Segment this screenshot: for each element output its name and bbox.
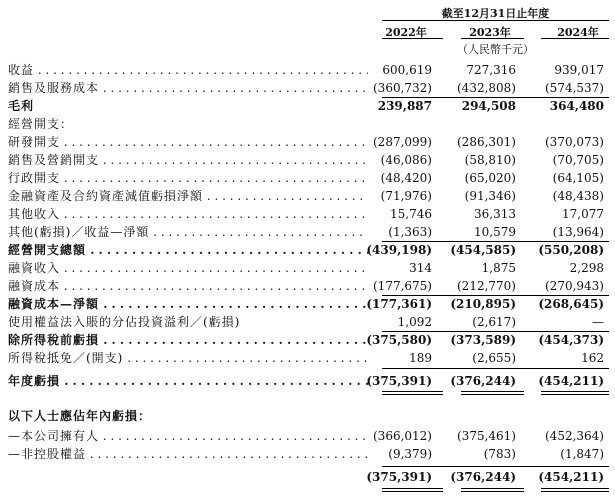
value-2024: 2,298 <box>569 261 604 275</box>
row-label: 以下人士應佔年內虧損： <box>8 409 152 423</box>
total-double-rule <box>461 391 524 395</box>
value-2024: (1,847) <box>560 447 604 461</box>
value-2024: (452,364) <box>545 429 604 443</box>
table-row <box>0 427 615 445</box>
value-2024: (270,943) <box>545 279 604 293</box>
total-double-rule <box>541 391 609 395</box>
row-label: 年度虧損 . . . <box>8 372 368 390</box>
value-2023: (286,301) <box>457 135 516 149</box>
value-2023: (783) <box>483 447 516 461</box>
table-row <box>0 241 615 259</box>
year-header-2022: 2022年 <box>385 26 427 39</box>
table-row <box>0 187 615 205</box>
value-2024: 364,480 <box>549 99 604 113</box>
value-2024: (574,537) <box>545 81 604 95</box>
table-row <box>0 468 615 486</box>
section-heading-row <box>0 115 615 133</box>
value-2022: 239,887 <box>377 99 432 113</box>
row-label: 所得稅抵免／(開支) . . . <box>8 349 368 367</box>
value-2023: (454,585) <box>450 243 516 257</box>
row-label: 經營開支： <box>8 117 74 131</box>
value-2024: (64,105) <box>552 171 604 185</box>
row-label: 銷售及營銷開支 . . . <box>8 151 368 169</box>
row-label: 其他(虧損)／收益—淨額 . . . <box>8 223 368 241</box>
value-2023: (375,461) <box>457 429 516 443</box>
table-row <box>0 223 615 241</box>
value-2022: 1,092 <box>397 315 432 329</box>
year-rule-2022 <box>382 38 443 39</box>
value-2022: 600,619 <box>382 63 432 77</box>
value-2023: 36,313 <box>474 207 516 221</box>
total-double-rule <box>382 488 443 492</box>
value-2023: (2,617) <box>472 315 516 329</box>
value-2022: (48,420) <box>380 171 432 185</box>
year-rule-2023 <box>461 38 524 39</box>
value-2024: (70,705) <box>552 153 604 167</box>
value-2022: (71,976) <box>380 189 432 203</box>
value-2022: (177,361) <box>366 297 432 311</box>
total-double-rule <box>382 391 443 395</box>
value-2024: — <box>592 315 604 329</box>
value-2023: (91,346) <box>464 189 516 203</box>
row-label: 融資成本 . . . <box>8 277 368 295</box>
value-2022: (287,099) <box>373 135 432 149</box>
currency-unit: （人民幣千元） <box>457 43 534 56</box>
row-label: 融資收入 . . . <box>8 259 368 277</box>
table-row <box>0 97 615 115</box>
period-header-rule <box>382 20 609 21</box>
value-2023: (210,895) <box>450 297 516 311</box>
row-label: —本公司擁有人 . . . <box>8 427 368 445</box>
row-label: 融資成本—淨額 . . . <box>8 295 368 313</box>
value-2023: 294,508 <box>461 99 516 113</box>
value-2024: (48,438) <box>552 189 604 203</box>
value-2024: (454,211) <box>538 374 604 388</box>
value-2023: (65,020) <box>464 171 516 185</box>
table-row <box>0 151 615 169</box>
row-label: —非控股權益 . . . <box>8 445 368 463</box>
value-2023: (2,655) <box>472 351 516 365</box>
value-2023: (58,810) <box>464 153 516 167</box>
value-2022: 189 <box>409 351 432 365</box>
value-2024: 939,017 <box>554 63 604 77</box>
row-label: 使用權益法入賬的分佔投資溢利／(虧損) <box>8 315 241 329</box>
value-2023: 1,875 <box>481 261 516 275</box>
year-header-2024: 2024年 <box>557 26 599 39</box>
value-2022: (1,363) <box>388 225 432 239</box>
row-label: 毛利 <box>8 99 35 113</box>
total-double-rule <box>541 488 609 492</box>
subtotal-rule <box>382 466 609 467</box>
table-row <box>0 61 615 79</box>
value-2024: (454,373) <box>538 333 604 347</box>
value-2022: (439,198) <box>366 243 432 257</box>
row-label: 收益 . . . <box>8 61 368 79</box>
value-2023: (376,244) <box>450 470 516 484</box>
value-2024: (13,964) <box>552 225 604 239</box>
value-2024: (454,211) <box>538 470 604 484</box>
value-2022: (360,732) <box>373 81 432 95</box>
table-row <box>0 277 615 295</box>
value-2023: (373,589) <box>450 333 516 347</box>
value-2022: (177,675) <box>373 279 432 293</box>
value-2024: 17,077 <box>562 207 604 221</box>
section-heading-row <box>0 407 615 425</box>
row-label: 金融資產及合約資產減值虧損淨額 . . . <box>8 187 368 205</box>
table-row <box>0 205 615 223</box>
value-2022: (9,379) <box>388 447 432 461</box>
year-rule-2024 <box>541 38 609 39</box>
year-header-2023: 2023年 <box>469 26 511 39</box>
table-row <box>0 331 615 349</box>
value-2023: (432,808) <box>457 81 516 95</box>
row-label: 行政開支 . . . <box>8 169 368 187</box>
table-row <box>0 133 615 151</box>
table-row <box>0 295 615 313</box>
table-row <box>0 79 615 97</box>
table-row <box>0 169 615 187</box>
value-2022: 15,746 <box>390 207 432 221</box>
value-2022: (46,086) <box>380 153 432 167</box>
value-2022: 314 <box>409 261 432 275</box>
value-2023: 10,579 <box>474 225 516 239</box>
table-row <box>0 313 615 331</box>
period-header: 截至12月31日止年度 <box>441 7 550 20</box>
value-2024: (550,208) <box>538 243 604 257</box>
value-2022: (375,391) <box>366 470 432 484</box>
table-row <box>0 445 615 463</box>
value-2024: (268,645) <box>538 297 604 311</box>
table-row <box>0 372 615 390</box>
row-label: 除所得稅前虧損 . . . <box>8 331 368 349</box>
subtotal-rule <box>382 368 609 369</box>
value-2023: (212,770) <box>457 279 516 293</box>
row-label: 經營開支總額 . . . <box>8 241 368 259</box>
value-2022: (366,012) <box>373 429 432 443</box>
row-label: 其他收入 . . . <box>8 205 368 223</box>
value-2022: (375,391) <box>366 374 432 388</box>
total-double-rule <box>461 488 524 492</box>
value-2023: 727,316 <box>466 63 516 77</box>
table-row <box>0 259 615 277</box>
value-2024: 162 <box>581 351 604 365</box>
row-label: 研發開支 . . . <box>8 133 368 151</box>
value-2022: (375,580) <box>366 333 432 347</box>
row-label: 銷售及服務成本 . . . <box>8 79 368 97</box>
table-row <box>0 349 615 367</box>
value-2023: (376,244) <box>450 374 516 388</box>
value-2024: (370,073) <box>545 135 604 149</box>
